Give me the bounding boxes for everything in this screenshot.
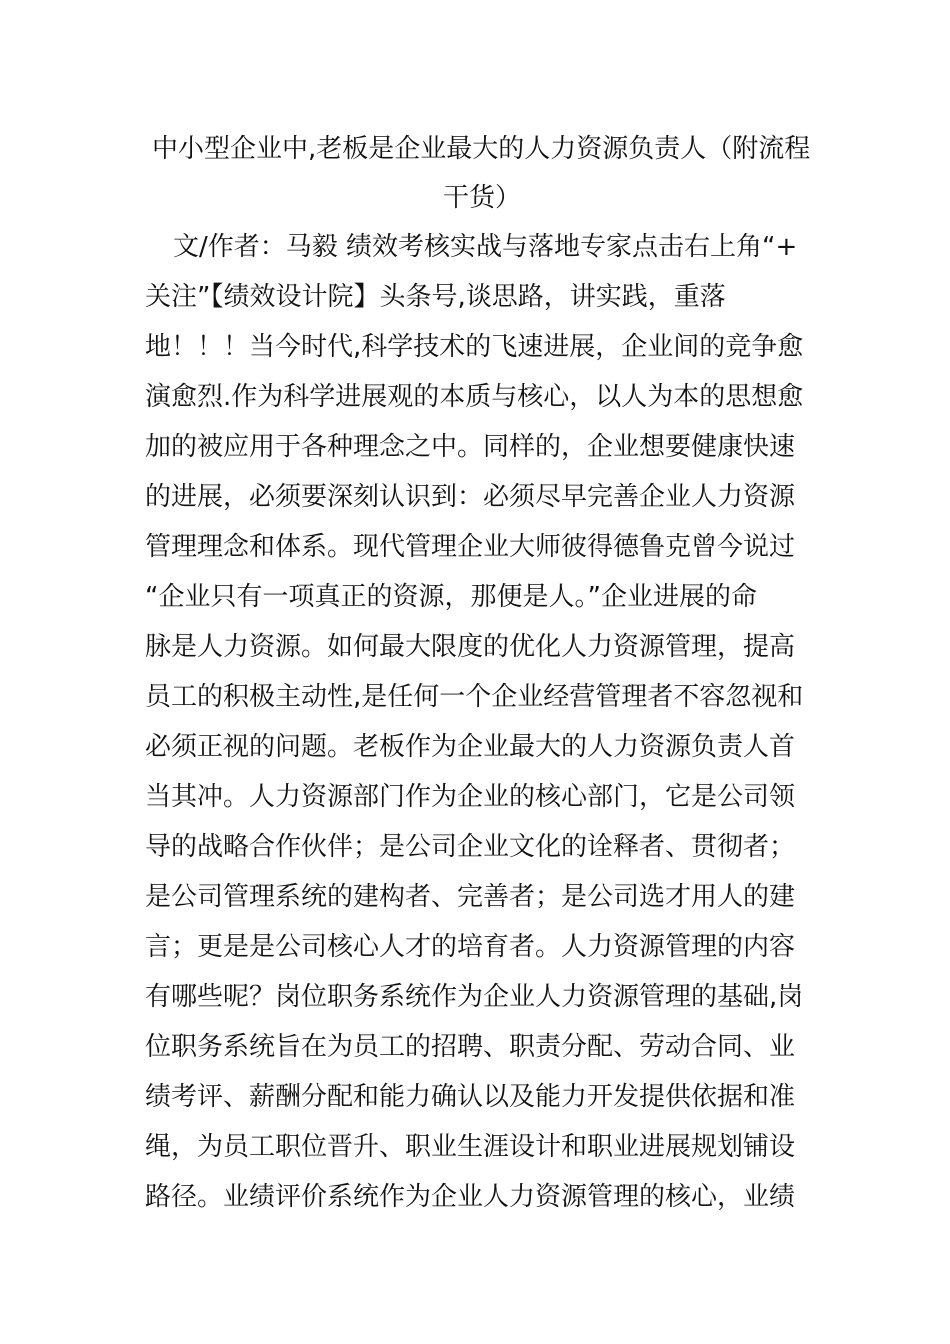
- body-line: 是公司管理系统的建构者、完善者；是公司选才用人的建: [145, 882, 796, 912]
- body-line: 绳，为员工职位晋升、职业生涯设计和职业进展规划铺设: [145, 1132, 796, 1162]
- body-line: 关注”【绩效设计院】头条号,谈思路，讲实践，重落: [145, 282, 726, 312]
- body-line: 管理理念和体系。现代管理企业大师彼得德鲁克曾今说过: [145, 532, 796, 562]
- body-line: 路径。业绩评价系统作为企业人力资源管理的核心，业绩: [145, 1182, 796, 1212]
- body-line: 脉是人力资源。如何最大限度的优化人力资源管理，提高: [145, 632, 796, 662]
- body-line: 当其冲。人力资源部门作为企业的核心部门，它是公司领: [145, 782, 796, 812]
- title-line: 干货）: [443, 183, 522, 213]
- body-line: 加的被应用于各种理念之中。同样的，企业想要健康快速: [145, 432, 796, 462]
- body-line: 言；更是是公司核心人才的培育者。人力资源管理的内容: [145, 932, 796, 962]
- body-line: 地！！！当今时代,科学技术的飞速进展，企业间的竞争愈: [145, 332, 804, 362]
- body-line: 文/作者：马毅 绩效考核实战与落地专家点击右上角“+: [173, 232, 798, 262]
- body-line: 员工的积极主动性,是任何一个企业经营管理者不容忽视和: [145, 682, 804, 712]
- body-line: 位职务系统旨在为员工的招聘、职责分配、劳动合同、业: [145, 1032, 796, 1062]
- body-line: 必须正视的问题。老板作为企业最大的人力资源负责人首: [145, 732, 796, 762]
- body-line: “企业只有一项真正的资源，那便是人。”企业进展的命: [145, 582, 757, 612]
- body-line: 演愈烈.作为科学进展观的本质与核心，以人为本的思想愈: [145, 382, 804, 412]
- title-line: 中小型企业中,老板是企业最大的人力资源负责人（附流程: [152, 134, 811, 164]
- body-line: 有哪些呢？岗位职务系统作为企业人力资源管理的基础,岗: [145, 982, 804, 1012]
- body-line: 导的战略合作伙伴；是公司企业文化的诠释者、贯彻者；: [145, 832, 796, 862]
- body-line: 绩考评、薪酬分配和能力确认以及能力开发提供依据和准: [145, 1082, 796, 1112]
- body-line: 的进展，必须要深刻认识到：必须尽早完善企业人力资源: [145, 482, 796, 512]
